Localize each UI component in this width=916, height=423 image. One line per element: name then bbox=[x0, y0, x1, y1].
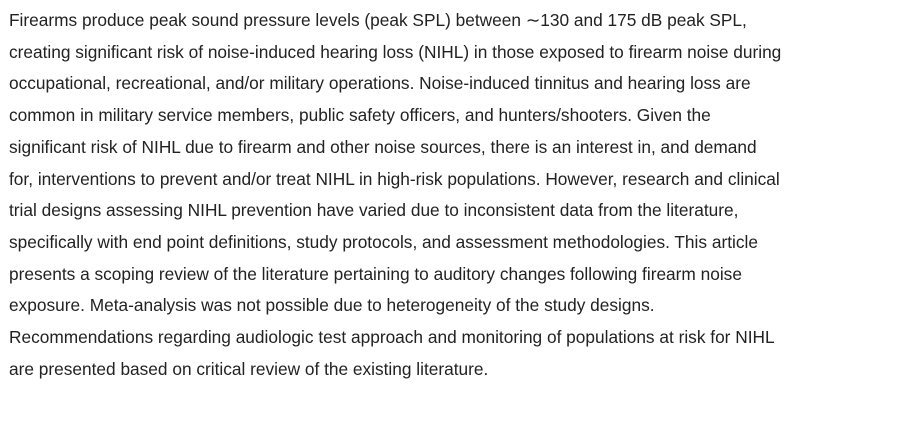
abstract-line: trial designs assessing NIHL prevention have varied due to inconsistent data from the literature, bbox=[9, 200, 739, 221]
abstract-line: exposure. Meta-analysis was not possible due to heterogeneity of the study designs. bbox=[9, 295, 655, 316]
abstract-line: common in military service members, public safety officers, and hunters/shooters. Given the bbox=[9, 105, 711, 126]
abstract-line: are presented based on critical review of the existing literature. bbox=[9, 358, 489, 379]
abstract-line: presents a scoping review of the literature pertaining to auditory changes following firearm noise bbox=[9, 263, 742, 284]
abstract-line: significant risk of NIHL due to firearm and other noise sources, there is an interest in, and demand bbox=[9, 136, 757, 157]
abstract-line: occupational, recreational, and/or military operations. Noise-induced tinnitus and hearing loss are bbox=[9, 73, 751, 94]
abstract-line: Recommendations regarding audiologic test approach and monitoring of populations at risk for NIHL bbox=[9, 327, 775, 348]
abstract-line: for, interventions to prevent and/or treat NIHL in high-risk populations. However, research and clinical bbox=[9, 168, 780, 189]
abstract-line: creating significant risk of noise-induced hearing loss (NIHL) in those exposed to firearm noise during bbox=[9, 41, 782, 62]
abstract-line: Firearms produce peak sound pressure levels (peak SPL) between ∼130 and 175 dB peak SPL, bbox=[9, 10, 747, 30]
abstract-line: specifically with end point definitions, study protocols, and assessment methodologies. This article bbox=[9, 231, 758, 252]
